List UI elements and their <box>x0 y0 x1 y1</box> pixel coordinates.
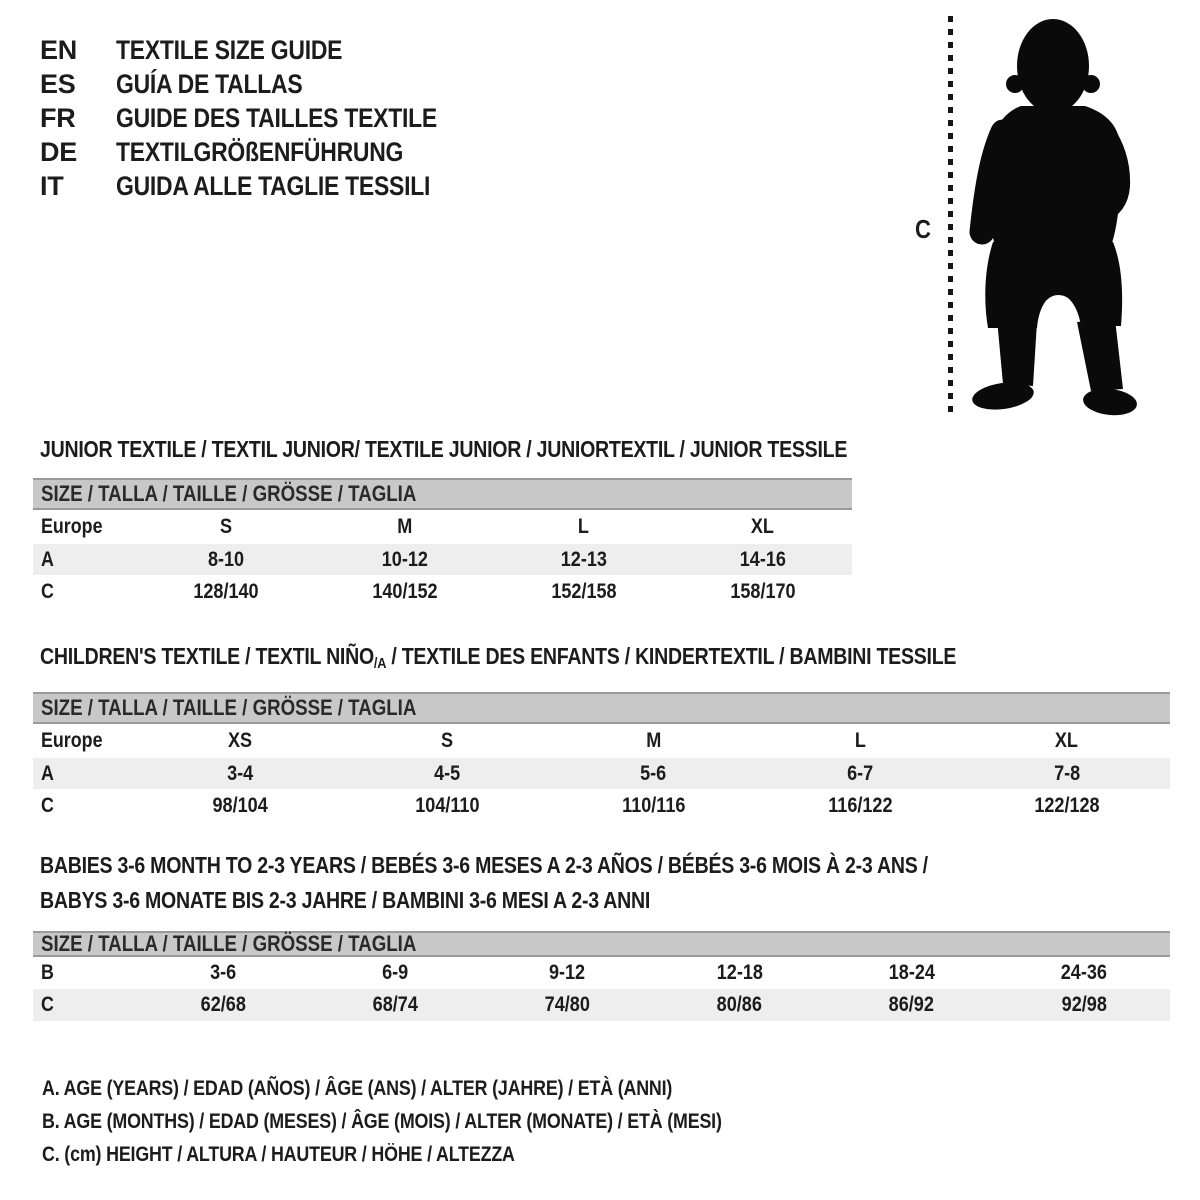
lang-title-fr: GUIDE DES TAILLES TEXTILE <box>116 103 437 133</box>
lang-title-it: GUIDA ALLE TAGLIE TESSILI <box>116 171 431 201</box>
lang-row-it <box>40 169 494 203</box>
legend-line-a: A. AGE (YEARS) / EDAD (AÑOS) / ÂGE (ANS) / ALTER (JAHRE) / ETÀ (ANNI) <box>42 1077 673 1100</box>
lang-code-it: IT <box>40 171 64 201</box>
row-label-c: C <box>41 580 54 603</box>
children-section-title: CHILDREN'S TEXTILE / TEXTIL NIÑO/A / TEXTILE DES ENFANTS / KINDERTEXTIL / BAMBINI TESSILE <box>40 643 957 672</box>
row-label-b: B <box>41 961 54 984</box>
row-label-c: C <box>41 993 54 1016</box>
table-row: C 128/140 140/152 152/158 158/170 <box>33 575 852 609</box>
babies-title-line2: BABYS 3-6 MONATE BIS 2-3 JAHRE / BAMBINI 3-6 MESI A 2-3 ANNI <box>40 887 651 913</box>
legend-line-b: B. AGE (MONTHS) / EDAD (MESES) / ÂGE (MOIS) / ALTER (MONATE) / ETÀ (MESI) <box>42 1110 722 1133</box>
row-label-a: A <box>41 761 54 785</box>
children-size-table <box>33 692 1170 823</box>
lang-title-en: TEXTILE SIZE GUIDE <box>116 35 343 65</box>
row-label-europe: Europe <box>41 515 103 538</box>
lang-row-de <box>40 135 494 169</box>
babies-section-title <box>40 848 1085 918</box>
junior-section-title: JUNIOR TEXTILE / TEXTIL JUNIOR/ TEXTILE JUNIOR / JUNIORTEXTIL / JUNIOR TESSILE <box>40 436 848 462</box>
table-row: C 98/104 104/110 110/116 116/122 122/128 <box>33 789 1170 823</box>
table-row: C 62/68 68/74 74/80 80/86 86/92 92/98 <box>33 989 1170 1021</box>
language-title-list <box>40 33 494 203</box>
junior-table-header: SIZE / TALLA / TAILLE / GRÖSSE / TAGLIA <box>33 478 852 510</box>
lang-title-es: GUÍA DE TALLAS <box>116 69 303 99</box>
toddler-silhouette-icon <box>953 14 1143 424</box>
row-label-c: C <box>41 794 54 817</box>
lang-row-fr <box>40 101 494 135</box>
lang-code-fr: FR <box>40 103 76 133</box>
babies-size-table <box>33 931 1170 1021</box>
lang-row-en <box>40 33 494 67</box>
table-row: A 8-10 10-12 12-13 14-16 <box>33 544 852 575</box>
table-row: Europe XS S M L XL <box>33 724 1170 758</box>
junior-size-table <box>33 478 852 609</box>
lang-code-es: ES <box>40 69 76 99</box>
lang-row-es <box>40 67 494 101</box>
table-row: B 3-6 6-9 9-12 12-18 18-24 24-36 <box>33 957 1170 989</box>
nino-a-subscript: /A <box>373 655 387 672</box>
height-measure-label: C <box>915 214 931 244</box>
lang-title-de: TEXTILGRÖßENFÜHRUNG <box>116 137 404 167</box>
row-label-europe: Europe <box>41 729 103 752</box>
row-label-a: A <box>41 547 54 571</box>
lang-code-de: DE <box>40 137 77 167</box>
measure-legend <box>42 1072 842 1171</box>
legend-line-c: C. (cm) HEIGHT / ALTURA / HAUTEUR / HÖHE / ALTEZZA <box>42 1143 515 1166</box>
babies-title-line1: BABIES 3-6 MONTH TO 2-3 YEARS / BEBÉS 3-6 MESES A 2-3 AÑOS / BÉBÉS 3-6 MOIS À 2-3 ANS / <box>40 852 928 878</box>
table-row: Europe S M L XL <box>33 510 852 544</box>
table-row: A 3-4 4-5 5-6 6-7 7-8 <box>33 758 1170 789</box>
babies-table-header: SIZE / TALLA / TAILLE / GRÖSSE / TAGLIA <box>33 931 1170 957</box>
children-table-header: SIZE / TALLA / TAILLE / GRÖSSE / TAGLIA <box>33 692 1170 724</box>
lang-code-en: EN <box>40 35 77 65</box>
